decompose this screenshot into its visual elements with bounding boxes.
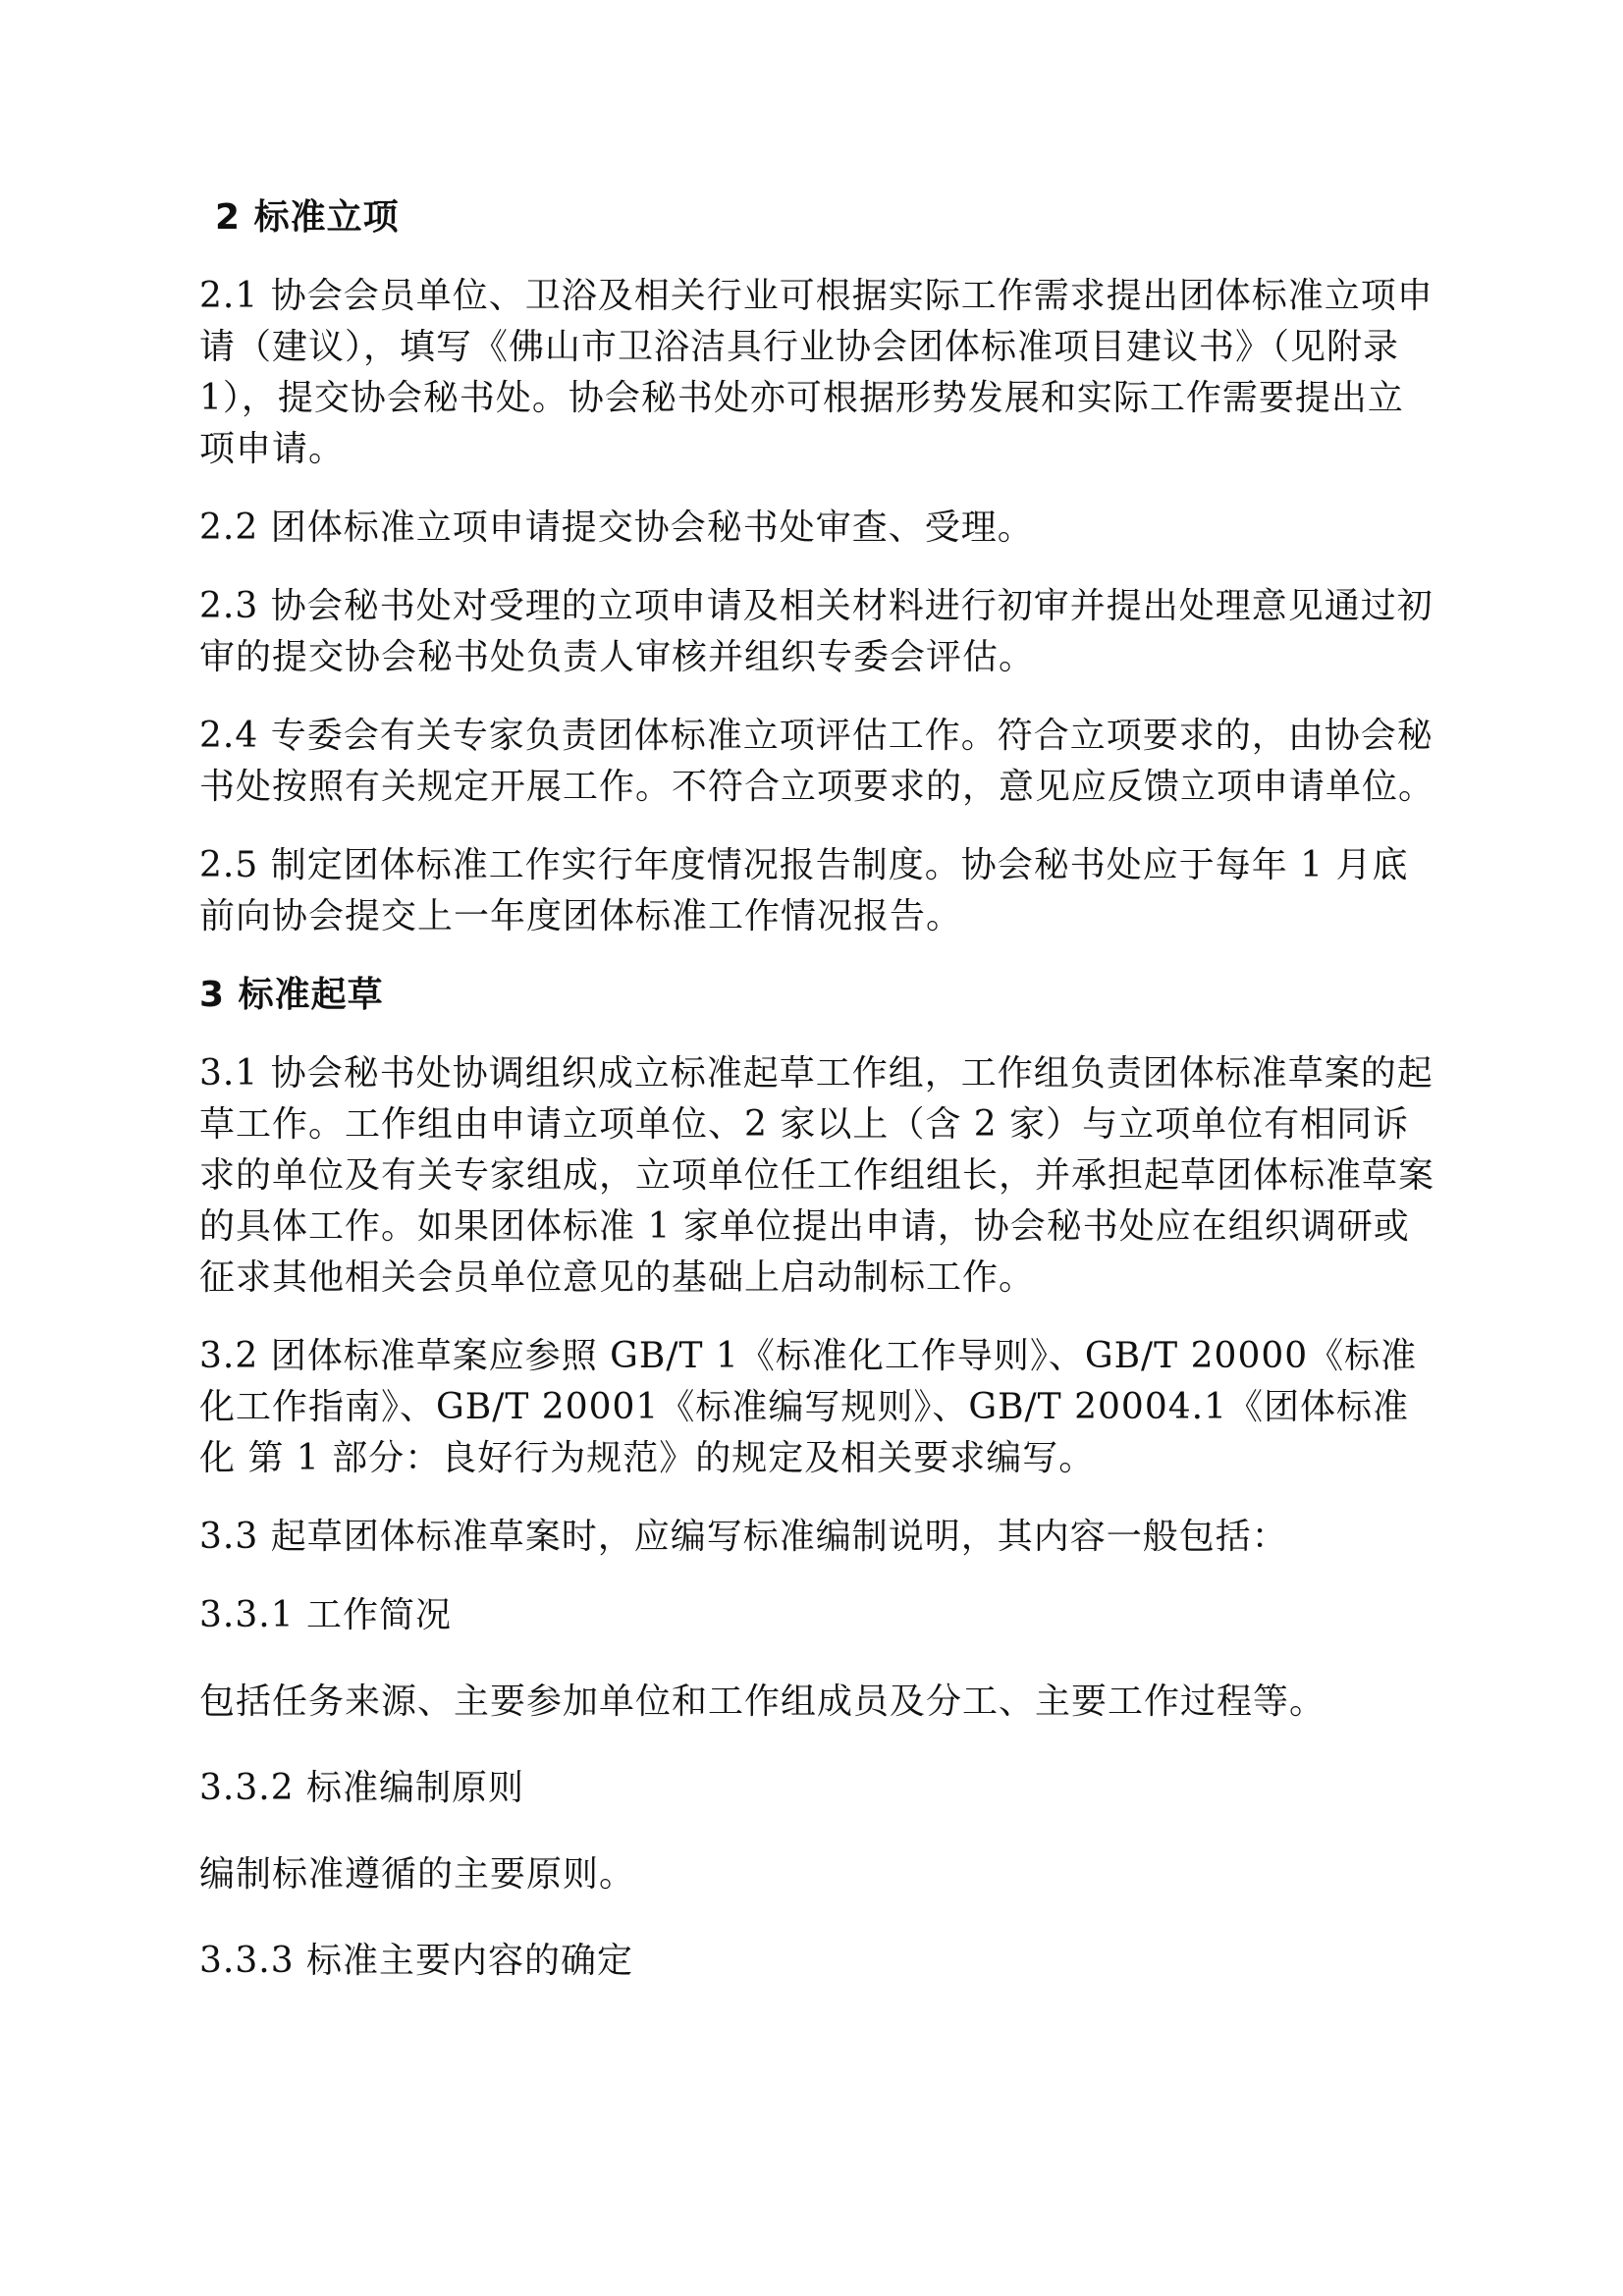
paragraph-2-3: 2.3 协会秘书处对受理的立项申请及相关材料进行初审并提出处理意见通过初审的提交协会秘书处负责人审核并组织专委会评估。: [199, 586, 1434, 677]
subheading-3-3-2: 3.3.2 标准编制原则: [199, 1768, 525, 1808]
subheading-3-3-1: 3.3.1 工作简况: [199, 1595, 453, 1635]
paragraph-2-5: 2.5 制定团体标准工作实行年度情况报告制度。协会秘书处应于每年 1 月底前向协会提交上一年度团体标准工作情况报告。: [199, 845, 1409, 936]
paragraph-3-3: 3.3 起草团体标准草案时，应编写标准编制说明，其内容一般包括：: [199, 1517, 1288, 1557]
section-heading-2: 2 标准立项: [215, 197, 400, 238]
paragraph-3-3-1-body: 包括任务来源、主要参加单位和工作组成员及分工、主要工作过程等。: [199, 1682, 1326, 1722]
section-heading-3: 3 标准起草: [199, 975, 384, 1015]
paragraph-2-1: 2.1 协会会员单位、卫浴及相关行业可根据实际工作需求提出团体标准立项申请（建议），填写《佛山市卫浴洁具行业协会团体标准项目建议书》（见附录 1），提交协会秘书处。协会秘书处亦可根据形势发展和实际工作需要提出立项申请。: [199, 276, 1434, 469]
paragraph-3-2: 3.2 团体标准草案应参照 GB/T 1《标准化工作导则》、GB/T 20000《标准化工作指南》、GB/T 20001《标准编写规则》、GB/T 20004.1《团体标准化 第 1 部分：良好行为规范》的规定及相关要求编写。: [199, 1336, 1418, 1478]
paragraph-2-2: 2.2 团体标准立项申请提交协会秘书处审查、受理。: [199, 507, 1034, 548]
paragraph-3-3-2-body: 编制标准遵循的主要原则。: [199, 1854, 636, 1895]
page-content: [199, 192, 1436, 2022]
subheading-3-3-3: 3.3.3 标准主要内容的确定: [199, 1941, 634, 1981]
paragraph-2-4: 2.4 专委会有关专家负责团体标准立项评估工作。符合立项要求的，由协会秘书处按照有关规定开展工作。不符合立项要求的，意见应反馈立项申请单位。: [199, 716, 1435, 807]
paragraph-3-1: 3.1 协会秘书处协调组织成立标准起草工作组，工作组负责团体标准草案的起草工作。工作组由申请立项单位、2 家以上（含 2 家）与立项单位有相同诉求的单位及有关专家组成，立项单位任工作组组长，并承担起草团体标准草案的具体工作。如果团体标准 1 家单位提出申请，协会秘书处应在组织调研或征求其他相关会员单位意见的基础上启动制标工作。: [199, 1053, 1435, 1298]
